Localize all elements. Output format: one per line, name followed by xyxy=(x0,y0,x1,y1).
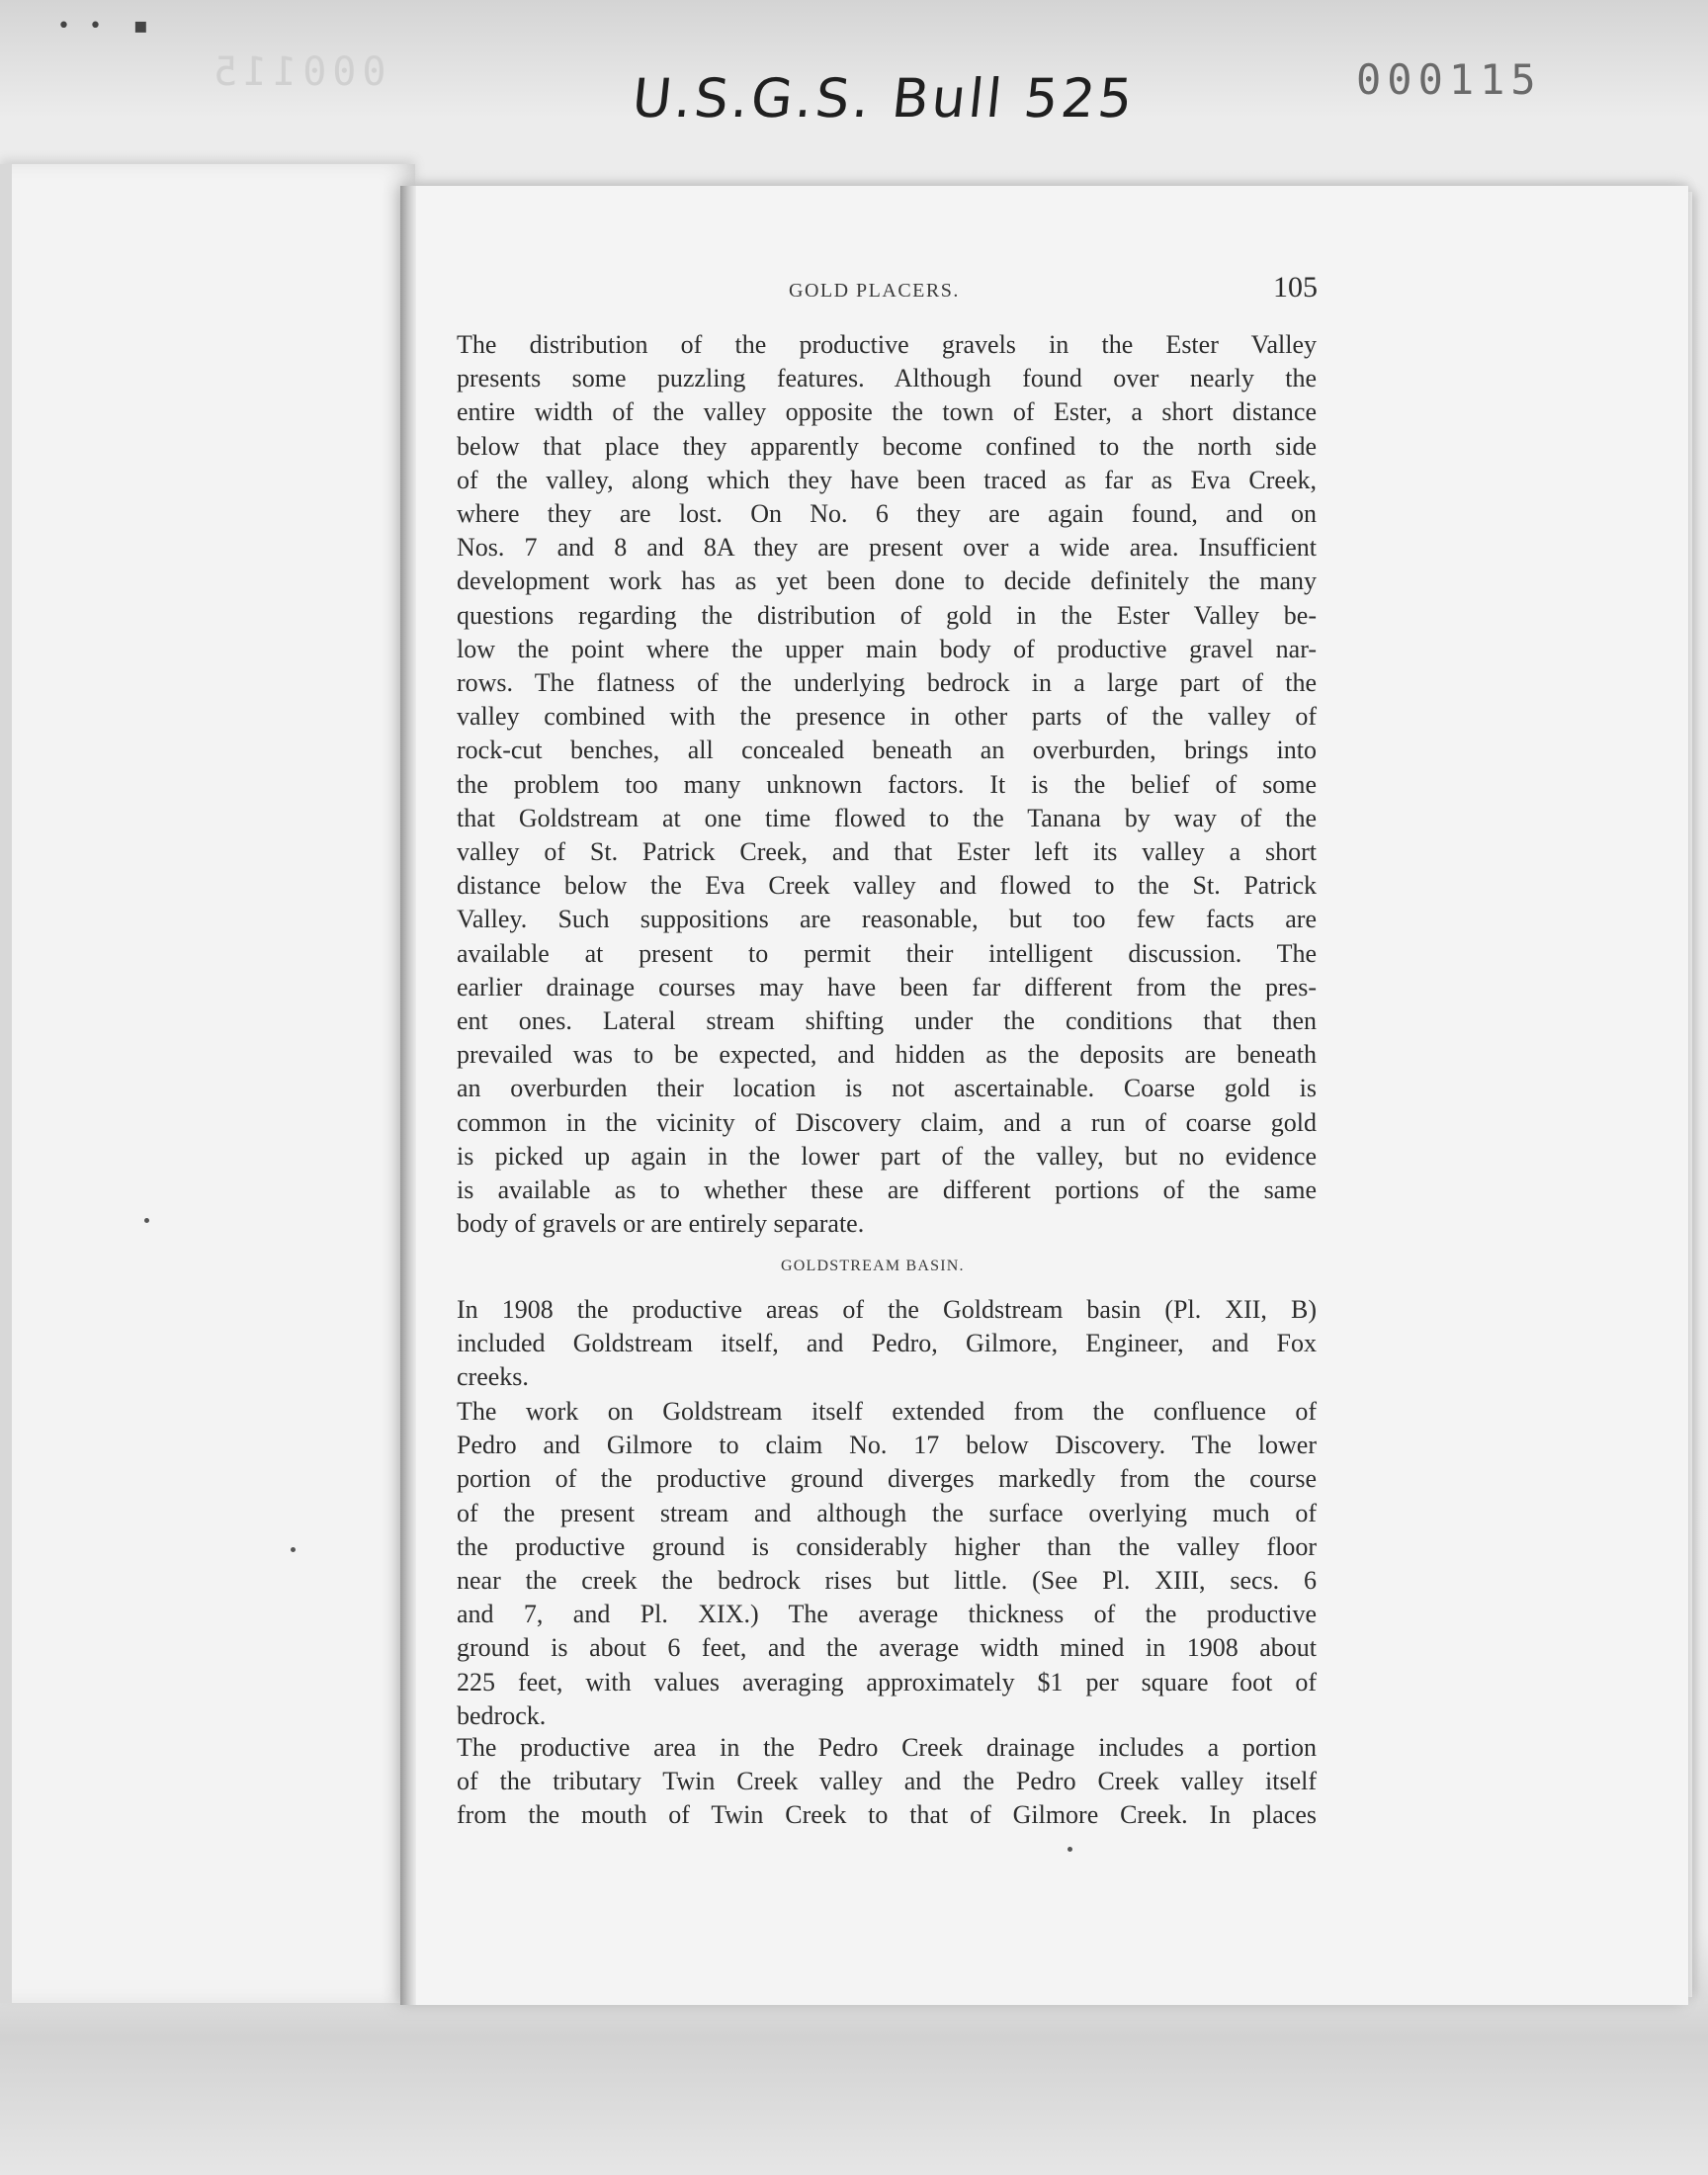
text-line: Valley. Such suppositions are reasonable, but too few facts are xyxy=(457,905,1317,934)
text-line: questions regarding the distribution of gold in the Ester Valley be- xyxy=(457,600,1317,630)
text-line: of the valley, along which they have been traced as far as Eva Creek, xyxy=(457,465,1317,494)
text-line: low the point where the upper main body of productive gravel nar- xyxy=(457,634,1317,663)
text-line: The distribution of the productive gravels in the Ester Valley xyxy=(457,330,1317,359)
text-line: development work has as yet been done to decide definitely the many xyxy=(457,566,1317,596)
text-line: is available as to whether these are different portions of the same xyxy=(457,1175,1317,1205)
stamp-number: 000115 xyxy=(1356,55,1542,104)
text-line: an overburden their location is not ascertainable. Coarse gold is xyxy=(457,1074,1317,1103)
paragraph-ester-valley xyxy=(457,328,1317,1241)
text-line: valley combined with the presence in other parts of the valley of xyxy=(457,702,1317,732)
text-line: prevailed was to be expected, and hidden as the deposits are beneath xyxy=(457,1040,1317,1070)
paragraph-pedro-creek xyxy=(457,1731,1317,1833)
book-gutter xyxy=(400,186,416,2005)
scan-speck xyxy=(291,1547,296,1552)
text-line: earlier drainage courses may have been far different from the pres- xyxy=(457,972,1317,1001)
text-line: is picked up again in the lower part of the valley, but no evidence xyxy=(457,1141,1317,1171)
paragraph-goldstream-1908 xyxy=(457,1293,1317,1395)
left-page-edge xyxy=(0,164,12,2003)
text-line: where they are lost. On No. 6 they are again found, and on xyxy=(457,499,1317,529)
text-line: distance below the Eva Creek valley and flowed to the St. Patrick xyxy=(457,871,1317,901)
text-line: rows. The flatness of the underlying bedrock in a large part of the xyxy=(457,668,1317,698)
text-line: that Goldstream at one time flowed to the Tanana by way of the xyxy=(457,803,1317,832)
text-line: the productive ground is considerably higher than the valley floor xyxy=(457,1531,1317,1561)
text-line: valley of St. Patrick Creek, and that Ester left its valley a short xyxy=(457,837,1317,867)
bleed-through-number: 000115 xyxy=(208,49,386,95)
scan-speck xyxy=(1068,1847,1072,1852)
text-line: Nos. 7 and 8 and 8A they are present over a wide area. Insufficient xyxy=(457,533,1317,563)
text-line: entire width of the valley opposite the town of Ester, a short distance xyxy=(457,397,1317,427)
text-line: 225 feet, with values averaging approximately $1 per square foot of xyxy=(457,1667,1317,1696)
running-head: GOLD PLACERS. xyxy=(789,280,960,302)
scan-specks: • • ▪ xyxy=(57,14,154,39)
section-heading: GOLDSTREAM BASIN. xyxy=(781,1258,965,1274)
text-line: included Goldstream itself, and Pedro, Gilmore, Engineer, and Fox xyxy=(457,1329,1317,1358)
text-line: of the tributary Twin Creek valley and the Pedro Creek valley itself xyxy=(457,1767,1317,1796)
text-line: and 7, and Pl. XIX.) The average thickness of the productive xyxy=(457,1600,1317,1629)
scan-speck xyxy=(144,1218,149,1223)
left-page xyxy=(0,164,415,2003)
text-line: In 1908 the productive areas of the Goldstream basin (Pl. XII, B) xyxy=(457,1295,1317,1324)
paragraph-goldstream-work xyxy=(457,1395,1317,1733)
text-line: creeks. xyxy=(457,1362,529,1392)
text-line: The work on Goldstream itself extended from the confluence of xyxy=(457,1397,1317,1426)
text-line: below that place they apparently become confined to the north side xyxy=(457,431,1317,461)
handwritten-label: U.S.G.S. Bull 525 xyxy=(629,67,1139,130)
text-line: body of gravels or are entirely separate. xyxy=(457,1209,865,1239)
text-line: ground is about 6 feet, and the average width mined in 1908 about xyxy=(457,1633,1317,1663)
text-line: presents some puzzling features. Although found over nearly the xyxy=(457,364,1317,393)
text-line: of the present stream and although the surface overlying much of xyxy=(457,1498,1317,1527)
text-line: the problem too many unknown factors. It is the belief of some xyxy=(457,769,1317,799)
text-line: The productive area in the Pedro Creek drainage includes a portion xyxy=(457,1733,1317,1762)
text-line: near the creek the bedrock rises but little. (See Pl. XIII, secs. 6 xyxy=(457,1566,1317,1596)
text-line: Pedro and Gilmore to claim No. 17 below Discovery. The lower xyxy=(457,1431,1317,1460)
text-line: rock-cut benches, all concealed beneath an overburden, brings into xyxy=(457,736,1317,765)
text-line: common in the vicinity of Discovery claim, and a run of coarse gold xyxy=(457,1107,1317,1137)
page-number: 105 xyxy=(1273,271,1318,304)
text-line: from the mouth of Twin Creek to that of Gilmore Creek. In places xyxy=(457,1800,1317,1830)
text-line: ent ones. Lateral stream shifting under the conditions that then xyxy=(457,1006,1317,1036)
text-line: available at present to permit their intelligent discussion. The xyxy=(457,938,1317,968)
text-line: bedrock. xyxy=(457,1700,547,1730)
text-line: portion of the productive ground diverges markedly from the course xyxy=(457,1464,1317,1494)
